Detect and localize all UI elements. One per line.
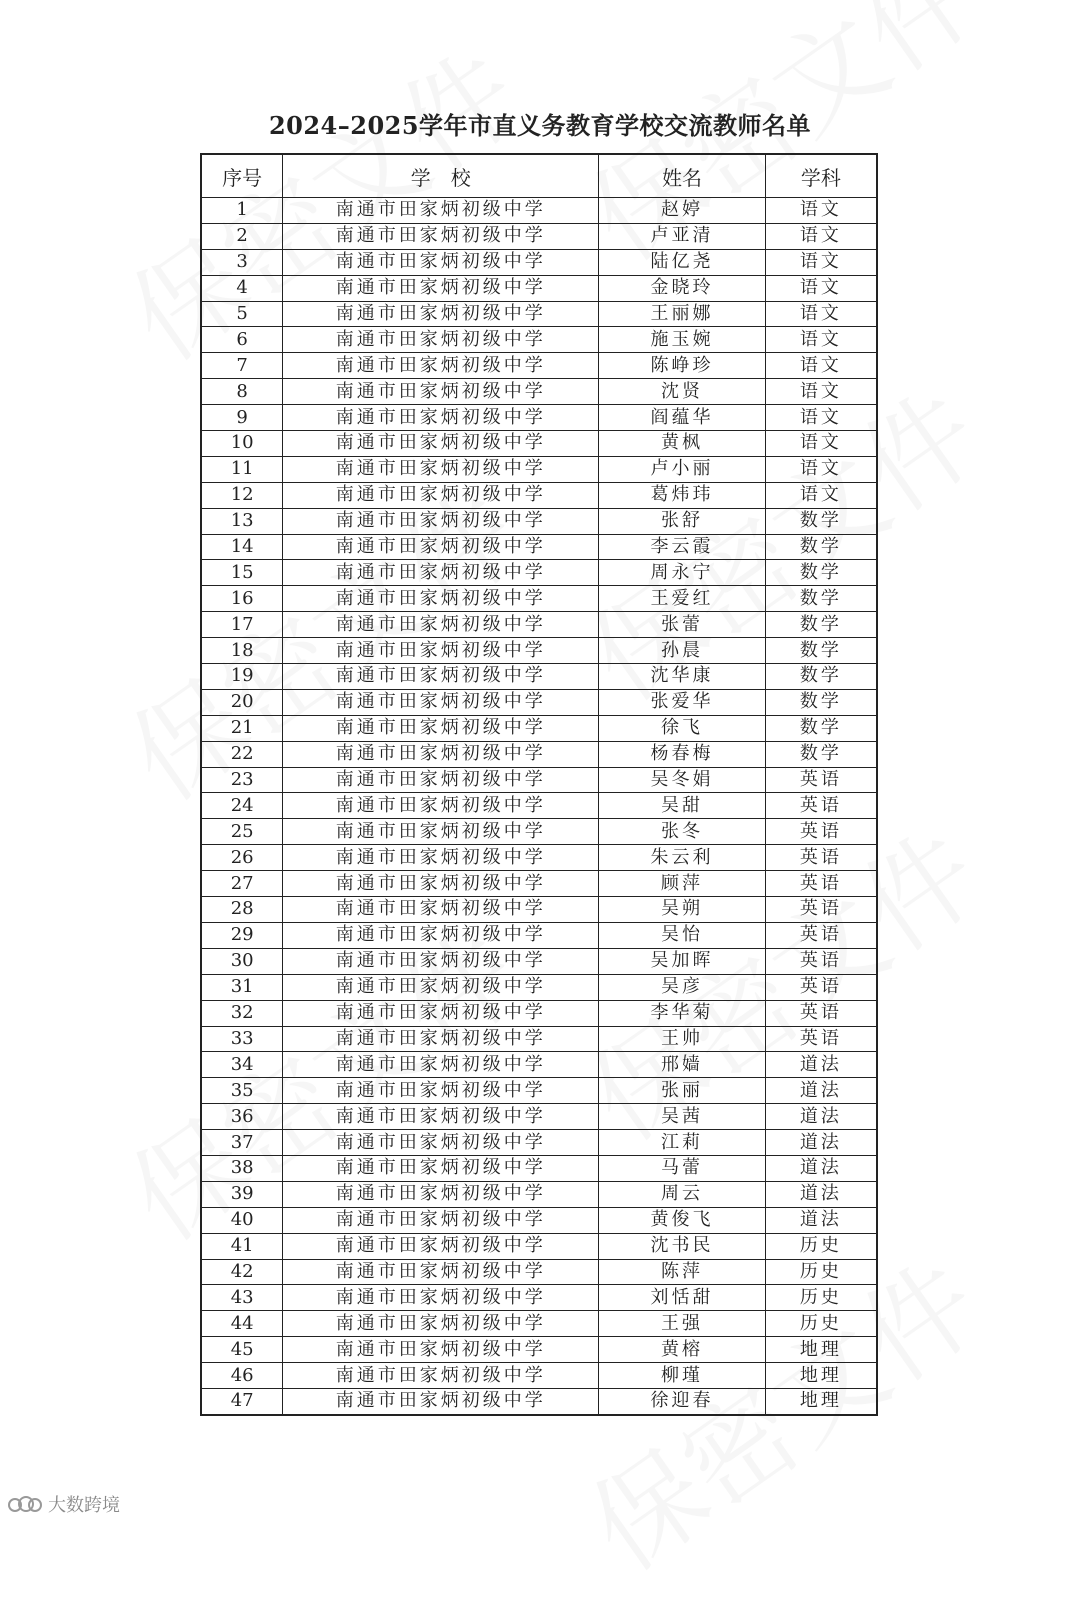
brand-name: 大数跨境 bbox=[48, 1495, 120, 1516]
table-row bbox=[201, 301, 877, 327]
table-row bbox=[201, 922, 877, 948]
row-subject: 语文 bbox=[765, 275, 877, 301]
row-subject: 语文 bbox=[765, 405, 877, 431]
row-subject: 历史 bbox=[765, 1233, 877, 1259]
row-teacher-name: 张舒 bbox=[599, 508, 765, 534]
row-subject: 道法 bbox=[765, 1078, 877, 1104]
row-subject: 数学 bbox=[765, 689, 877, 715]
table-row bbox=[201, 1104, 877, 1130]
row-subject: 数学 bbox=[765, 586, 877, 612]
row-subject: 历史 bbox=[765, 1285, 877, 1311]
row-index: 31 bbox=[201, 974, 283, 1000]
row-index: 2 bbox=[201, 223, 283, 249]
row-teacher-name: 沈书民 bbox=[599, 1233, 765, 1259]
row-index: 15 bbox=[201, 560, 283, 586]
row-subject: 语文 bbox=[765, 249, 877, 275]
row-teacher-name: 张冬 bbox=[599, 819, 765, 845]
row-index: 29 bbox=[201, 922, 283, 948]
row-teacher-name: 刘恬甜 bbox=[599, 1285, 765, 1311]
row-school: 南通市田家炳初级中学 bbox=[283, 586, 599, 612]
row-index: 18 bbox=[201, 638, 283, 664]
row-school: 南通市田家炳初级中学 bbox=[283, 508, 599, 534]
row-subject: 数学 bbox=[765, 638, 877, 664]
row-subject: 英语 bbox=[765, 1000, 877, 1026]
table-row bbox=[201, 508, 877, 534]
table-row bbox=[201, 819, 877, 845]
row-index: 44 bbox=[201, 1311, 283, 1337]
row-subject: 地理 bbox=[765, 1388, 877, 1414]
row-index: 17 bbox=[201, 612, 283, 638]
row-index: 22 bbox=[201, 741, 283, 767]
row-subject: 历史 bbox=[765, 1259, 877, 1285]
row-subject: 数学 bbox=[765, 508, 877, 534]
row-teacher-name: 金晓玲 bbox=[599, 275, 765, 301]
row-subject: 数学 bbox=[765, 534, 877, 560]
row-index: 10 bbox=[201, 431, 283, 457]
row-index: 37 bbox=[201, 1130, 283, 1156]
table-row bbox=[201, 560, 877, 586]
table-row bbox=[201, 715, 877, 741]
row-teacher-name: 卢小丽 bbox=[599, 456, 765, 482]
row-index: 36 bbox=[201, 1104, 283, 1130]
row-subject: 语文 bbox=[765, 327, 877, 353]
table-row bbox=[201, 1285, 877, 1311]
row-school: 南通市田家炳初级中学 bbox=[283, 353, 599, 379]
document-title: 2024–2025学年市直义务教育学校交流教师名单 bbox=[268, 111, 812, 140]
row-index: 39 bbox=[201, 1181, 283, 1207]
row-school: 南通市田家炳初级中学 bbox=[283, 819, 599, 845]
table-row bbox=[201, 612, 877, 638]
row-school: 南通市田家炳初级中学 bbox=[283, 974, 599, 1000]
table-row bbox=[201, 767, 877, 793]
row-subject: 语文 bbox=[765, 223, 877, 249]
row-school: 南通市田家炳初级中学 bbox=[283, 1078, 599, 1104]
row-subject: 道法 bbox=[765, 1181, 877, 1207]
column-header-index: 序号 bbox=[201, 154, 283, 198]
row-subject: 英语 bbox=[765, 948, 877, 974]
row-school: 南通市田家炳初级中学 bbox=[283, 612, 599, 638]
row-index: 20 bbox=[201, 689, 283, 715]
table-row bbox=[201, 1259, 877, 1285]
row-teacher-name: 卢亚清 bbox=[599, 223, 765, 249]
table-row bbox=[201, 456, 877, 482]
row-index: 8 bbox=[201, 379, 283, 405]
row-school: 南通市田家炳初级中学 bbox=[283, 845, 599, 871]
table-row bbox=[201, 1363, 877, 1389]
row-school: 南通市田家炳初级中学 bbox=[283, 1388, 599, 1414]
table-row bbox=[201, 638, 877, 664]
row-subject: 英语 bbox=[765, 845, 877, 871]
row-subject: 语文 bbox=[765, 353, 877, 379]
row-school: 南通市田家炳初级中学 bbox=[283, 922, 599, 948]
table-row bbox=[201, 1181, 877, 1207]
row-teacher-name: 吴甜 bbox=[599, 793, 765, 819]
row-school: 南通市田家炳初级中学 bbox=[283, 664, 599, 690]
row-school: 南通市田家炳初级中学 bbox=[283, 1337, 599, 1363]
table-row bbox=[201, 793, 877, 819]
table-row bbox=[201, 534, 877, 560]
row-school: 南通市田家炳初级中学 bbox=[283, 948, 599, 974]
row-school: 南通市田家炳初级中学 bbox=[283, 767, 599, 793]
table-row bbox=[201, 871, 877, 897]
row-school: 南通市田家炳初级中学 bbox=[283, 1026, 599, 1052]
row-teacher-name: 邢嫱 bbox=[599, 1052, 765, 1078]
row-index: 46 bbox=[201, 1363, 283, 1389]
row-subject: 地理 bbox=[765, 1337, 877, 1363]
row-teacher-name: 陈萍 bbox=[599, 1259, 765, 1285]
row-teacher-name: 王帅 bbox=[599, 1026, 765, 1052]
row-school: 南通市田家炳初级中学 bbox=[283, 198, 599, 224]
row-subject: 语文 bbox=[765, 456, 877, 482]
row-teacher-name: 黄枫 bbox=[599, 431, 765, 457]
row-index: 11 bbox=[201, 456, 283, 482]
table-row bbox=[201, 1233, 877, 1259]
table-row bbox=[201, 897, 877, 923]
row-index: 34 bbox=[201, 1052, 283, 1078]
row-subject: 语文 bbox=[765, 198, 877, 224]
table-row bbox=[201, 379, 877, 405]
row-teacher-name: 吴茜 bbox=[599, 1104, 765, 1130]
row-teacher-name: 周永宁 bbox=[599, 560, 765, 586]
row-index: 28 bbox=[201, 897, 283, 923]
row-index: 23 bbox=[201, 767, 283, 793]
row-school: 南通市田家炳初级中学 bbox=[283, 741, 599, 767]
row-teacher-name: 周云 bbox=[599, 1181, 765, 1207]
row-teacher-name: 吴加晖 bbox=[599, 948, 765, 974]
row-index: 27 bbox=[201, 871, 283, 897]
row-teacher-name: 张爱华 bbox=[599, 689, 765, 715]
table-row bbox=[201, 1311, 877, 1337]
row-school: 南通市田家炳初级中学 bbox=[283, 715, 599, 741]
teacher-list-table bbox=[200, 153, 878, 1416]
row-school: 南通市田家炳初级中学 bbox=[283, 275, 599, 301]
row-teacher-name: 黄俊飞 bbox=[599, 1207, 765, 1233]
table-row bbox=[201, 431, 877, 457]
table-row bbox=[201, 689, 877, 715]
row-index: 1 bbox=[201, 198, 283, 224]
row-index: 42 bbox=[201, 1259, 283, 1285]
row-teacher-name: 马蕾 bbox=[599, 1155, 765, 1181]
table-row bbox=[201, 664, 877, 690]
row-index: 45 bbox=[201, 1337, 283, 1363]
row-teacher-name: 徐迎春 bbox=[599, 1388, 765, 1414]
row-index: 38 bbox=[201, 1155, 283, 1181]
row-index: 6 bbox=[201, 327, 283, 353]
row-subject: 道法 bbox=[765, 1155, 877, 1181]
row-school: 南通市田家炳初级中学 bbox=[283, 405, 599, 431]
row-index: 5 bbox=[201, 301, 283, 327]
table-row bbox=[201, 249, 877, 275]
table-row bbox=[201, 845, 877, 871]
row-school: 南通市田家炳初级中学 bbox=[283, 1363, 599, 1389]
row-subject: 英语 bbox=[765, 1026, 877, 1052]
row-index: 12 bbox=[201, 482, 283, 508]
row-school: 南通市田家炳初级中学 bbox=[283, 1311, 599, 1337]
row-subject: 英语 bbox=[765, 793, 877, 819]
row-school: 南通市田家炳初级中学 bbox=[283, 1000, 599, 1026]
row-school: 南通市田家炳初级中学 bbox=[283, 431, 599, 457]
table-row bbox=[201, 1155, 877, 1181]
row-teacher-name: 黄榕 bbox=[599, 1337, 765, 1363]
row-teacher-name: 吴彦 bbox=[599, 974, 765, 1000]
row-school: 南通市田家炳初级中学 bbox=[283, 223, 599, 249]
row-teacher-name: 吴冬娟 bbox=[599, 767, 765, 793]
row-subject: 语文 bbox=[765, 482, 877, 508]
row-school: 南通市田家炳初级中学 bbox=[283, 301, 599, 327]
row-subject: 道法 bbox=[765, 1207, 877, 1233]
row-teacher-name: 孙晨 bbox=[599, 638, 765, 664]
row-school: 南通市田家炳初级中学 bbox=[283, 689, 599, 715]
row-subject: 历史 bbox=[765, 1311, 877, 1337]
row-subject: 语文 bbox=[765, 301, 877, 327]
row-subject: 语文 bbox=[765, 379, 877, 405]
table-row bbox=[201, 1130, 877, 1156]
row-teacher-name: 朱云利 bbox=[599, 845, 765, 871]
row-subject: 英语 bbox=[765, 922, 877, 948]
row-subject: 数学 bbox=[765, 664, 877, 690]
row-teacher-name: 王爱红 bbox=[599, 586, 765, 612]
row-index: 40 bbox=[201, 1207, 283, 1233]
row-school: 南通市田家炳初级中学 bbox=[283, 249, 599, 275]
row-school: 南通市田家炳初级中学 bbox=[283, 1155, 599, 1181]
row-subject: 道法 bbox=[765, 1104, 877, 1130]
row-subject: 英语 bbox=[765, 871, 877, 897]
row-school: 南通市田家炳初级中学 bbox=[283, 327, 599, 353]
row-subject: 数学 bbox=[765, 560, 877, 586]
row-subject: 道法 bbox=[765, 1130, 877, 1156]
row-index: 25 bbox=[201, 819, 283, 845]
column-header-name: 姓名 bbox=[599, 154, 765, 198]
table-row bbox=[201, 1337, 877, 1363]
row-index: 13 bbox=[201, 508, 283, 534]
row-index: 35 bbox=[201, 1078, 283, 1104]
row-school: 南通市田家炳初级中学 bbox=[283, 1181, 599, 1207]
row-school: 南通市田家炳初级中学 bbox=[283, 534, 599, 560]
row-index: 9 bbox=[201, 405, 283, 431]
row-school: 南通市田家炳初级中学 bbox=[283, 871, 599, 897]
row-teacher-name: 王丽娜 bbox=[599, 301, 765, 327]
row-teacher-name: 葛炜玮 bbox=[599, 482, 765, 508]
row-index: 16 bbox=[201, 586, 283, 612]
table-row bbox=[201, 482, 877, 508]
row-teacher-name: 沈贤 bbox=[599, 379, 765, 405]
row-school: 南通市田家炳初级中学 bbox=[283, 897, 599, 923]
row-subject: 英语 bbox=[765, 897, 877, 923]
brand-logo-icon bbox=[8, 1494, 42, 1514]
row-teacher-name: 吴怡 bbox=[599, 922, 765, 948]
table-row bbox=[201, 1207, 877, 1233]
table-row bbox=[201, 1052, 877, 1078]
row-teacher-name: 赵婷 bbox=[599, 198, 765, 224]
table-row bbox=[201, 948, 877, 974]
row-index: 43 bbox=[201, 1285, 283, 1311]
row-index: 24 bbox=[201, 793, 283, 819]
column-header-school: 学 校 bbox=[283, 154, 599, 198]
row-subject: 英语 bbox=[765, 974, 877, 1000]
table-row bbox=[201, 1000, 877, 1026]
row-school: 南通市田家炳初级中学 bbox=[283, 1207, 599, 1233]
row-index: 14 bbox=[201, 534, 283, 560]
row-teacher-name: 李云霞 bbox=[599, 534, 765, 560]
column-header-subject: 学科 bbox=[765, 154, 877, 198]
row-school: 南通市田家炳初级中学 bbox=[283, 793, 599, 819]
table-row bbox=[201, 198, 877, 224]
row-subject: 道法 bbox=[765, 1052, 877, 1078]
table-row bbox=[201, 327, 877, 353]
row-teacher-name: 王强 bbox=[599, 1311, 765, 1337]
row-index: 3 bbox=[201, 249, 283, 275]
table-row bbox=[201, 1388, 877, 1414]
row-teacher-name: 吴朔 bbox=[599, 897, 765, 923]
row-subject: 地理 bbox=[765, 1363, 877, 1389]
table-row bbox=[201, 405, 877, 431]
table-header-row bbox=[201, 154, 877, 198]
row-teacher-name: 徐飞 bbox=[599, 715, 765, 741]
row-teacher-name: 柳瑾 bbox=[599, 1363, 765, 1389]
row-index: 32 bbox=[201, 1000, 283, 1026]
row-teacher-name: 陈峥珍 bbox=[599, 353, 765, 379]
row-school: 南通市田家炳初级中学 bbox=[283, 638, 599, 664]
row-index: 47 bbox=[201, 1388, 283, 1414]
table-row bbox=[201, 1026, 877, 1052]
row-index: 21 bbox=[201, 715, 283, 741]
brand-watermark bbox=[8, 1491, 120, 1517]
row-teacher-name: 张丽 bbox=[599, 1078, 765, 1104]
row-school: 南通市田家炳初级中学 bbox=[283, 1104, 599, 1130]
row-index: 26 bbox=[201, 845, 283, 871]
row-index: 7 bbox=[201, 353, 283, 379]
row-school: 南通市田家炳初级中学 bbox=[283, 1052, 599, 1078]
row-school: 南通市田家炳初级中学 bbox=[283, 379, 599, 405]
row-index: 4 bbox=[201, 275, 283, 301]
row-school: 南通市田家炳初级中学 bbox=[283, 1130, 599, 1156]
row-index: 30 bbox=[201, 948, 283, 974]
row-school: 南通市田家炳初级中学 bbox=[283, 1285, 599, 1311]
row-index: 33 bbox=[201, 1026, 283, 1052]
table-row bbox=[201, 275, 877, 301]
row-subject: 数学 bbox=[765, 612, 877, 638]
row-school: 南通市田家炳初级中学 bbox=[283, 1259, 599, 1285]
table-row bbox=[201, 741, 877, 767]
table-row bbox=[201, 974, 877, 1000]
table-row bbox=[201, 1078, 877, 1104]
row-school: 南通市田家炳初级中学 bbox=[283, 560, 599, 586]
row-teacher-name: 江莉 bbox=[599, 1130, 765, 1156]
row-index: 41 bbox=[201, 1233, 283, 1259]
row-school: 南通市田家炳初级中学 bbox=[283, 1233, 599, 1259]
row-subject: 数学 bbox=[765, 741, 877, 767]
row-subject: 数学 bbox=[765, 715, 877, 741]
row-subject: 英语 bbox=[765, 819, 877, 845]
row-index: 19 bbox=[201, 664, 283, 690]
row-teacher-name: 沈华康 bbox=[599, 664, 765, 690]
row-teacher-name: 张蕾 bbox=[599, 612, 765, 638]
row-teacher-name: 陆亿尧 bbox=[599, 249, 765, 275]
row-teacher-name: 顾萍 bbox=[599, 871, 765, 897]
row-subject: 语文 bbox=[765, 431, 877, 457]
row-teacher-name: 李华菊 bbox=[599, 1000, 765, 1026]
row-subject: 英语 bbox=[765, 767, 877, 793]
table-row bbox=[201, 586, 877, 612]
row-school: 南通市田家炳初级中学 bbox=[283, 456, 599, 482]
table-row bbox=[201, 223, 877, 249]
row-school: 南通市田家炳初级中学 bbox=[283, 482, 599, 508]
table-row bbox=[201, 353, 877, 379]
row-teacher-name: 阎蕴华 bbox=[599, 405, 765, 431]
row-teacher-name: 施玉婉 bbox=[599, 327, 765, 353]
row-teacher-name: 杨春梅 bbox=[599, 741, 765, 767]
